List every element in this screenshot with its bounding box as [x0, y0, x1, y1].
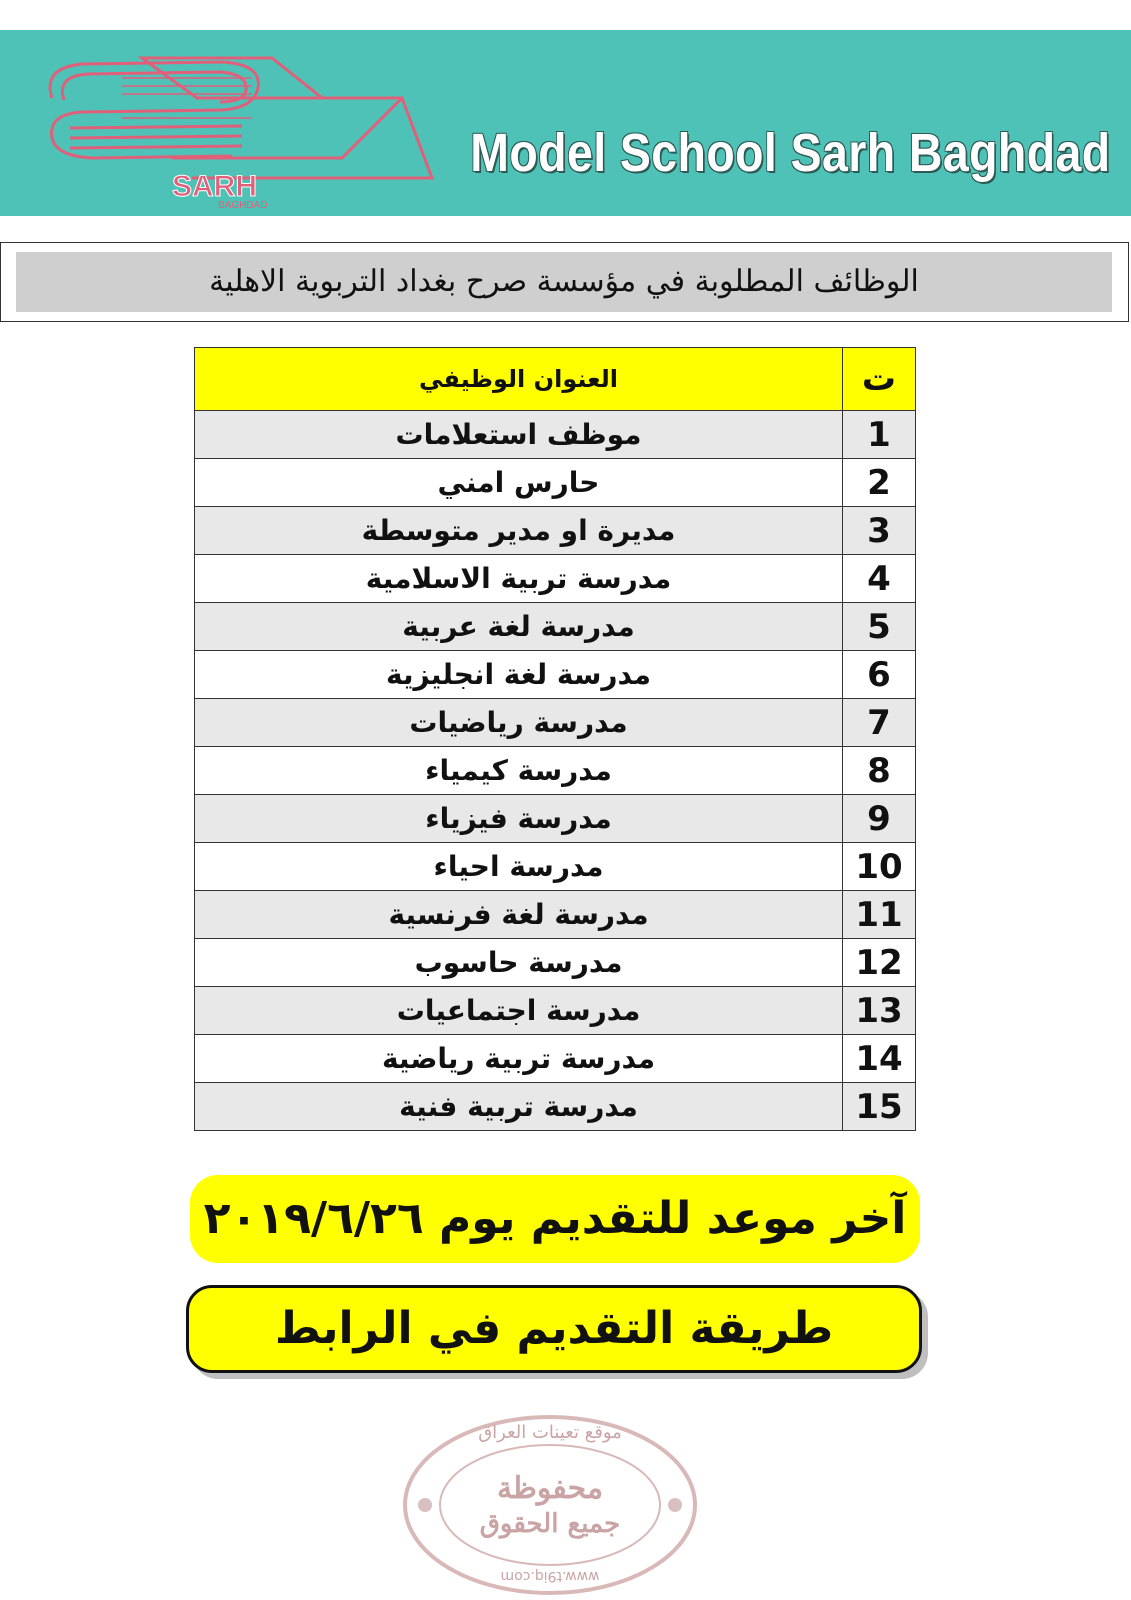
- header-number: ت: [843, 348, 916, 411]
- row-title: مدرسة كيمياء: [195, 747, 843, 795]
- row-number: 7: [843, 699, 916, 747]
- row-number: 15: [843, 1083, 916, 1131]
- deadline-banner: آخر موعد للتقديم يوم ٢٠١٩/٦/٢٦: [190, 1175, 920, 1263]
- row-title: مدرسة لغة عربية: [195, 603, 843, 651]
- table-row: [195, 411, 916, 459]
- table-row: [195, 651, 916, 699]
- jobs-table: [194, 347, 916, 1131]
- stamp-top-text: موقع تعينات العراق: [478, 1422, 622, 1443]
- row-title: مدرسة لغة انجليزية: [195, 651, 843, 699]
- table-row: [195, 507, 916, 555]
- row-title: مدرسة تربية الاسلامية: [195, 555, 843, 603]
- table-row: [195, 891, 916, 939]
- table-row: [195, 987, 916, 1035]
- table-row: [195, 795, 916, 843]
- row-number: 4: [843, 555, 916, 603]
- school-name: Model School Sarh Baghdad: [470, 123, 1111, 183]
- table-row: [195, 699, 916, 747]
- row-number: 8: [843, 747, 916, 795]
- row-title: حارس امني: [195, 459, 843, 507]
- row-number: 10: [843, 843, 916, 891]
- logo-text: SARH: [172, 170, 258, 203]
- table-row: [195, 555, 916, 603]
- table-row: [195, 1035, 916, 1083]
- row-title: مدرسة فيزياء: [195, 795, 843, 843]
- row-title: موظف استعلامات: [195, 411, 843, 459]
- row-title: مدرسة تربية فنية: [195, 1083, 843, 1131]
- row-number: 13: [843, 987, 916, 1035]
- row-title: مدرسة اجتماعيات: [195, 987, 843, 1035]
- row-title: مدرسة لغة فرنسية: [195, 891, 843, 939]
- header-banner: [0, 30, 1131, 216]
- table-row: [195, 1083, 916, 1131]
- logo-subtext: BAGHDAD: [218, 200, 268, 210]
- apply-link-button[interactable]: طريقة التقديم في الرابط: [186, 1285, 922, 1373]
- row-title: مدرسة احياء: [195, 843, 843, 891]
- stamp-center-line2: جميع الحقوق: [479, 1509, 621, 1539]
- row-number: 5: [843, 603, 916, 651]
- stamp-bottom-text: www.t9iq.com: [500, 1568, 600, 1584]
- row-number: 12: [843, 939, 916, 987]
- row-number: 6: [843, 651, 916, 699]
- row-number: 1: [843, 411, 916, 459]
- table-row: [195, 459, 916, 507]
- row-number: 2: [843, 459, 916, 507]
- row-number: 14: [843, 1035, 916, 1083]
- row-title: مدرسة رياضيات: [195, 699, 843, 747]
- row-number: 3: [843, 507, 916, 555]
- heading-frame: [0, 242, 1129, 322]
- copyright-stamp: [395, 1410, 705, 1600]
- table-row: [195, 843, 916, 891]
- row-title: مدرسة حاسوب: [195, 939, 843, 987]
- row-title: مدرسة تربية رياضية: [195, 1035, 843, 1083]
- table-row: [195, 939, 916, 987]
- row-title: مديرة او مدير متوسطة: [195, 507, 843, 555]
- table-row: [195, 603, 916, 651]
- row-number: 11: [843, 891, 916, 939]
- row-number: 9: [843, 795, 916, 843]
- table-row: [195, 747, 916, 795]
- school-logo: [22, 38, 442, 210]
- stamp-center-line1: محفوظة: [496, 1471, 604, 1506]
- page-heading: الوظائف المطلوبة في مؤسسة صرح بغداد التربوية الاهلية: [16, 252, 1112, 312]
- header-title: العنوان الوظيفي: [195, 348, 843, 411]
- table-header-row: [195, 348, 916, 411]
